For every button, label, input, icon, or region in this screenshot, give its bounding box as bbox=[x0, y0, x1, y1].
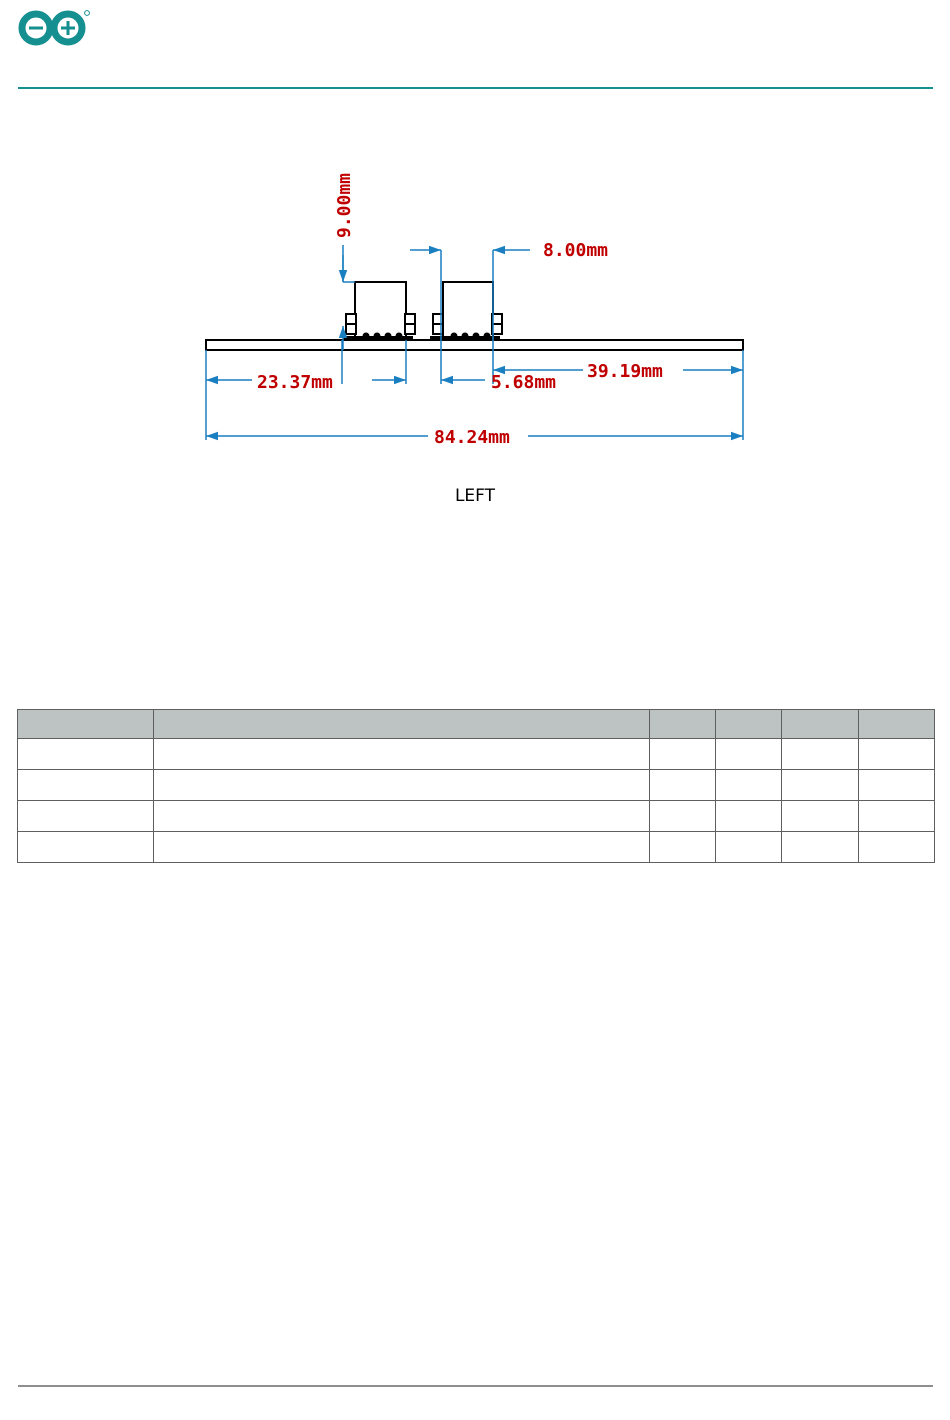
table-row bbox=[18, 770, 935, 801]
dimension-total-length: 84.24mm bbox=[434, 427, 510, 448]
dimension-left-offset: 23.37mm bbox=[257, 372, 333, 393]
table-cell bbox=[716, 739, 782, 770]
dimension-connector-height: 9.00mm bbox=[334, 172, 355, 238]
usb-connector-left bbox=[346, 282, 415, 338]
left-view-mechanical-drawing bbox=[0, 150, 950, 460]
usb-connector-right bbox=[433, 282, 502, 338]
arduino-infinity-logo-icon bbox=[16, 8, 92, 48]
view-label: LEFT bbox=[454, 486, 496, 506]
table-header-cell bbox=[716, 710, 782, 739]
table-cell bbox=[18, 739, 154, 770]
table-header-cell bbox=[859, 710, 935, 739]
spec-table bbox=[17, 709, 935, 863]
table-cell bbox=[782, 832, 859, 863]
table-cell bbox=[716, 832, 782, 863]
table-cell bbox=[154, 739, 650, 770]
dimension-connector-gap: 5.68mm bbox=[491, 372, 557, 393]
table-cell bbox=[18, 770, 154, 801]
dimension-connector-width: 8.00mm bbox=[543, 240, 609, 261]
table-row bbox=[18, 832, 935, 863]
table-cell bbox=[650, 770, 716, 801]
header-divider bbox=[18, 87, 933, 89]
table-header-row bbox=[18, 710, 935, 739]
table-cell bbox=[782, 770, 859, 801]
footer-divider bbox=[18, 1385, 933, 1387]
table-cell bbox=[154, 770, 650, 801]
table-cell bbox=[18, 801, 154, 832]
table-cell bbox=[18, 832, 154, 863]
pcb-board bbox=[206, 340, 743, 350]
table-cell bbox=[154, 801, 650, 832]
table-header-cell bbox=[18, 710, 154, 739]
table-cell bbox=[859, 739, 935, 770]
table-row bbox=[18, 739, 935, 770]
table-cell bbox=[859, 832, 935, 863]
table-cell bbox=[650, 739, 716, 770]
dimension-right-offset: 39.19mm bbox=[587, 361, 663, 382]
table-row bbox=[18, 801, 935, 832]
table-cell bbox=[859, 770, 935, 801]
table-cell bbox=[859, 801, 935, 832]
table-header-cell bbox=[782, 710, 859, 739]
table-cell bbox=[650, 832, 716, 863]
table-cell bbox=[650, 801, 716, 832]
table-cell bbox=[154, 832, 650, 863]
table-cell bbox=[782, 801, 859, 832]
table-cell bbox=[716, 770, 782, 801]
table-cell bbox=[782, 739, 859, 770]
table-cell bbox=[716, 801, 782, 832]
table-header-cell bbox=[650, 710, 716, 739]
table-header-cell bbox=[154, 710, 650, 739]
